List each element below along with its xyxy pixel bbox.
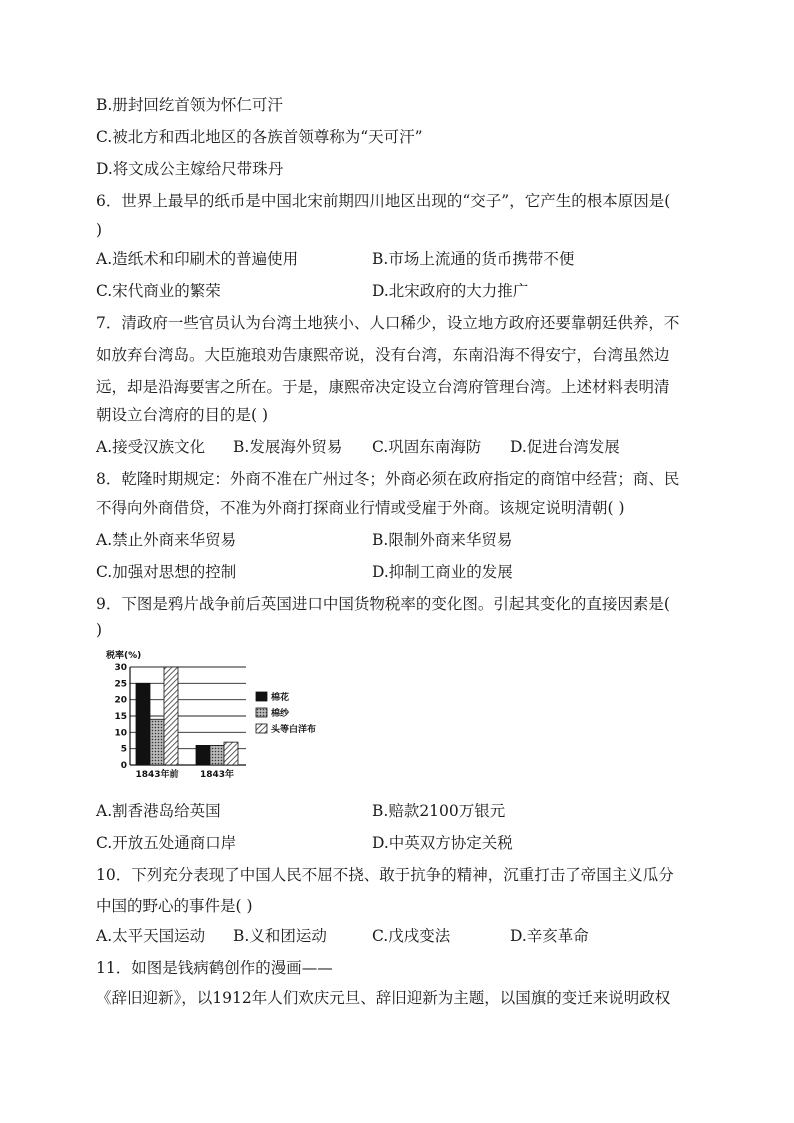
y-tick-label: 20 (114, 695, 127, 706)
option-9d: D.中英双方协定关税 (372, 834, 513, 852)
option-10a: A.太平天国运动 (96, 927, 206, 945)
question-10-line-2: 中国的野心的事件是( ) (96, 897, 253, 915)
bar (224, 742, 238, 765)
y-tick-label: 30 (114, 663, 127, 673)
bar (210, 745, 224, 765)
option-6c: C.宋代商业的繁荣 (96, 282, 221, 300)
y-tick-label: 0 (120, 761, 127, 771)
y-tick-label: 10 (114, 728, 127, 739)
question-11-line-1: 11．如图是钱病鹤创作的漫画—— (96, 959, 333, 977)
option-8c: C.加强对思想的控制 (96, 563, 237, 581)
legend-swatch (256, 724, 267, 733)
question-6-line-1: 6．世界上最早的纸币是中国北宋前期四川地区出现的“交子”，它产生的根本原因是( (96, 192, 671, 210)
question-7-line-2: 如放弃台湾岛。大臣施琅劝告康熙帝说，没有台湾，东南沿海不得安宁，台湾虽然边 (96, 346, 670, 364)
tax-rate-bar-chart (100, 648, 340, 788)
bar (150, 719, 164, 765)
option-7a: A.接受汉族文化 (96, 438, 206, 456)
question-9-line-2: ) (96, 621, 103, 639)
bar (196, 745, 210, 765)
question-6-line-2: ) (96, 221, 103, 239)
question-7-line-3: 远，却是沿海要害之所在。于是，康熙帝决定设立台湾府管理台湾。上述材料表明清 (96, 378, 670, 396)
bar (164, 667, 178, 765)
y-axis-label: 税率(%) (106, 651, 142, 661)
option-7d: D.促进台湾发展 (510, 438, 620, 456)
option-7c: C.巩固东南海防 (372, 438, 482, 456)
option-6d: D.北宋政府的大力推广 (372, 282, 529, 300)
x-tick-label: 1843年前 (135, 770, 179, 780)
y-tick-label: 25 (114, 679, 127, 690)
option-9b: B.赔款2100万银元 (372, 802, 506, 820)
question-8-line-1: 8．乾隆时期规定：外商不准在广州过冬；外商必须在政府指定的商馆中经营；商、民 (96, 470, 680, 488)
bar (136, 683, 150, 765)
x-tick-label: 1843年 (199, 770, 235, 780)
option-5d: D.将文成公主嫁给尺带珠丹 (96, 160, 284, 178)
option-8a: A.禁止外商来华贸易 (96, 531, 237, 549)
legend-swatch (256, 708, 267, 717)
option-9a: A.割香港岛给英国 (96, 802, 221, 820)
y-tick-label: 5 (120, 744, 127, 755)
legend-label: 棉花 (271, 693, 290, 703)
legend-label: 棉纱 (271, 709, 290, 719)
option-6a: A.造纸术和印刷术的普遍使用 (96, 250, 299, 268)
question-7-line-1: 7．清政府一些官员认为台湾土地狭小、人口稀少，设立地方政府还要靠朝廷供养，不 (96, 314, 680, 332)
option-7b: B.发展海外贸易 (233, 438, 343, 456)
question-9-line-1: 9．下图是鸦片战争前后英国进口中国货物税率的变化图。引起其变化的直接因素是( (96, 595, 670, 613)
option-8d: D.抑制工商业的发展 (372, 563, 513, 581)
option-10c: C.戊戌变法 (372, 927, 451, 945)
option-5c: C.被北方和西北地区的各族首领尊称为“天可汗” (96, 128, 423, 146)
option-8b: B.限制外商来华贸易 (372, 531, 513, 549)
option-10b: B.义和团运动 (233, 927, 327, 945)
y-tick-label: 15 (114, 712, 127, 722)
legend-swatch (256, 692, 267, 701)
option-10d: D.辛亥革命 (510, 927, 589, 945)
question-10-line-1: 10．下列充分表现了中国人民不屈不挠、敢于抗争的精神，沉重打击了帝国主义瓜分 (96, 866, 674, 884)
option-9c: C.开放五处通商口岸 (96, 834, 237, 852)
legend-label: 头等白洋布 (271, 725, 317, 735)
question-11-line-2: 《辞旧迎新》，以1912年人们欢庆元旦、辞旧迎新为主题，以国旗的变迁来说明政权 (96, 989, 671, 1007)
question-8-line-2: 不得向外商借贷，不准为外商打探商业行情或受雇于外商。该规定说明清朝( ) (96, 499, 625, 517)
question-7-line-4: 朝设立台湾府的目的是( ) (96, 406, 269, 424)
option-6b: B.市场上流通的货币携带不便 (372, 250, 575, 268)
option-5b: B.册封回纥首领为怀仁可汗 (96, 96, 283, 114)
